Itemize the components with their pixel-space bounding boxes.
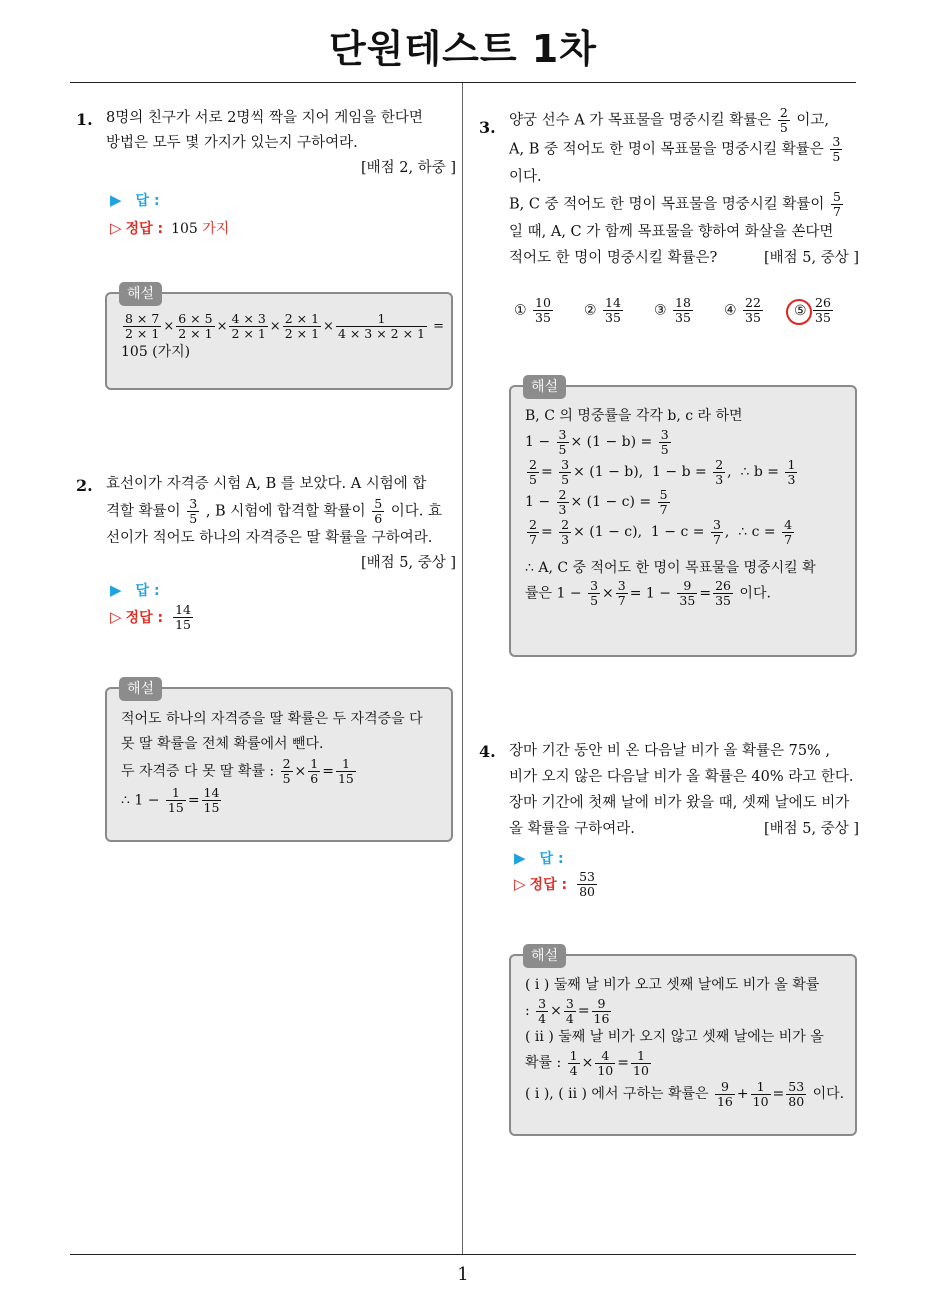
footer-rule	[70, 1254, 856, 1255]
selected-circle-icon	[786, 299, 812, 325]
correct-answer-row: ▷ 정답 : $\frac{53}{80}$	[514, 869, 595, 899]
play-arrow-icon: ▶	[110, 581, 122, 599]
play-arrow-icon: ▶	[514, 849, 526, 867]
answer-input-row[interactable]: ▶ 답 :	[110, 581, 160, 599]
question-number: 4.	[479, 742, 496, 761]
outline-arrow-icon: ▷	[110, 219, 122, 237]
question-text: 8명의 친구가 서로 2명씩 짝을 지어 게임을 한다면 방법은 모두 몇 가지가 있는지 구하여라. [배점 2, 하중 ]	[106, 106, 456, 181]
explanation-box: 해설 B, C 의 명중률을 각각 b, c 라 하면 1 − $\frac{3}{5}$ × (1 − b) = $\frac{3}{5}$ $\frac{2}{5}$ = $\frac{3}{5}$ × (1 − b), 1 − b = $\frac{2}{3}$ , ∴ b = $\frac{1}{3}$ 1 − $\frac{2}{3}$ × (1 − c) = $\frac{5}{7}$ $\frac{2}{7}$ = $\frac{2}{3}$ × (1 − c), 1 − c = $\frac{3}{7}$ , ∴ c = $\frac{4}{7}$ ∴ A, C 중 적어도 한 명이 목표물을 명중시킬 확 률은 1 − $\frac{3}{5}$ × $\frac{3}{7}$ = 1 − $\frac{9}{35}$ = $\frac{26}{35}$ 이다.	[509, 385, 857, 657]
question-number: 3.	[479, 118, 496, 137]
question-text: 양궁 선수 A 가 목표물을 명중시킬 확률은 $\frac{2}{5}$ 이고, A, B 중 적어도 한 명이 목표물을 명중시킬 확률은 $\frac{3}{5}$ 이다. B, C 중 적어도 한 명이 목표물을 명중시킬 확률이 $\frac{5}{7}$ 일 때, A, C 가 함께 목표물을 향하여 화살을 쏜다면 적어도 한 명이 명중시킬 확률은? [배점 5, 중상 ]	[509, 106, 859, 271]
play-arrow-icon: ▶	[110, 191, 122, 209]
choice-option[interactable]: ③ $\frac{18}{35}$	[654, 295, 691, 325]
correct-answer-row: ▷ 정답 : 105 가지	[110, 219, 230, 237]
choice-option[interactable]: ① $\frac{10}{35}$	[514, 295, 551, 325]
explanation-box: 해설 적어도 하나의 자격증을 딸 확률은 두 자격증을 다 못 딸 확률을 전체 확률에서 뺀다. 두 자격증 다 못 딸 확률 : $\frac{2}{5}$ × $\frac{1}{6}$ = $\frac{1}{15}$ ∴ 1 − $\frac{1}{15}$ = $\frac{14}{15}$	[105, 687, 453, 842]
explanation-tag: 해설	[523, 375, 566, 399]
choice-list	[514, 296, 854, 336]
explanation-box: 해설 ( i ) 둘째 날 비가 오고 셋째 날에도 비가 올 확률 : $\frac{3}{4}$ × $\frac{3}{4}$ = $\frac{9}{16}$ ( ii ) 둘째 날 비가 오지 않고 셋째 날에는 비가 올 확률 : $\frac{1}{4}$ × $\frac{4}{10}$ = $\frac{1}{10}$ ( i ), ( ii ) 에서 구하는 확률은 $\frac{9}{16}$ + $\frac{1}{10}$ = $\frac{53}{80}$ 이다.	[509, 954, 857, 1136]
choice-option[interactable]: ④ $\frac{22}{35}$	[724, 295, 761, 325]
question-meta: [배점 5, 중상 ]	[360, 555, 456, 571]
question-meta: [배점 2, 하중 ]	[360, 160, 456, 176]
question-text: 장마 기간 동안 비 온 다음날 비가 올 확률은 75% , 비가 오지 않은 다음날 비가 올 확률은 40% 라고 한다. 장마 기간에 첫째 날에 비가 왔을 때, 셋째 날에도 비가 올 확률을 구하여라. [배점 5, 중상 ]	[509, 738, 859, 842]
choice-option-selected[interactable]: ⑤ $\frac{26}{35}$	[794, 296, 835, 325]
explanation-tag: 해설	[119, 282, 162, 306]
correct-answer-row: ▷ 정답 : $\frac{14}{15}$	[110, 602, 191, 632]
explanation-formula: $\frac{8 \times 7}{2 \times 1}$ × $\frac{6 \times 5}{2 \times 1}$ × $\frac{4 \times 3}{2 \times 1}$ × $\frac{2 \times 1}{2 \times 1}$ × $\frac{1}{4 \times 3 \times 2 \times 1}$ =	[125, 311, 445, 341]
question-text: 효선이가 자격증 시험 A, B 를 보았다. A 시험에 합 격할 확률이 $\frac{3}{5}$ , B 시험에 합격할 확률이 $\frac{5}{6}$ 이다. 효 선이가 적어도 하나의 자격증은 딸 확률을 구하여라. [배점 5, 중상 ]	[106, 472, 456, 576]
explanation-tag: 해설	[523, 944, 566, 968]
answer-input-row[interactable]: ▶ 답 :	[514, 849, 564, 867]
question-number: 1.	[76, 110, 93, 129]
question-meta: [배점 5, 중상 ]	[763, 821, 859, 837]
explanation-tag: 해설	[119, 677, 162, 701]
answer-input-row[interactable]: ▶ 답 :	[110, 191, 160, 209]
outline-arrow-icon: ▷	[110, 607, 122, 626]
outline-arrow-icon: ▷	[514, 874, 526, 893]
page-title: 단원테스트 1차	[329, 27, 597, 71]
question-meta: [배점 5, 중상 ]	[763, 250, 859, 266]
choice-option[interactable]: ② $\frac{14}{35}$	[584, 295, 621, 325]
header-rule	[70, 82, 856, 83]
page-number: 1	[457, 1264, 469, 1285]
explanation-box: 해설 $\frac{8 \times 7}{2 \times 1}$ × $\frac{6 \times 5}{2 \times 1}$ × $\frac{4 \times 3}{2 \times 1}$ × $\frac{2 \times 1}{2 \times 1}$ × $\frac{1}{4 \times 3 \times 2 \times 1}$ = 105 (가지)	[105, 292, 453, 390]
column-divider	[462, 83, 463, 1255]
question-number: 2.	[76, 476, 93, 495]
